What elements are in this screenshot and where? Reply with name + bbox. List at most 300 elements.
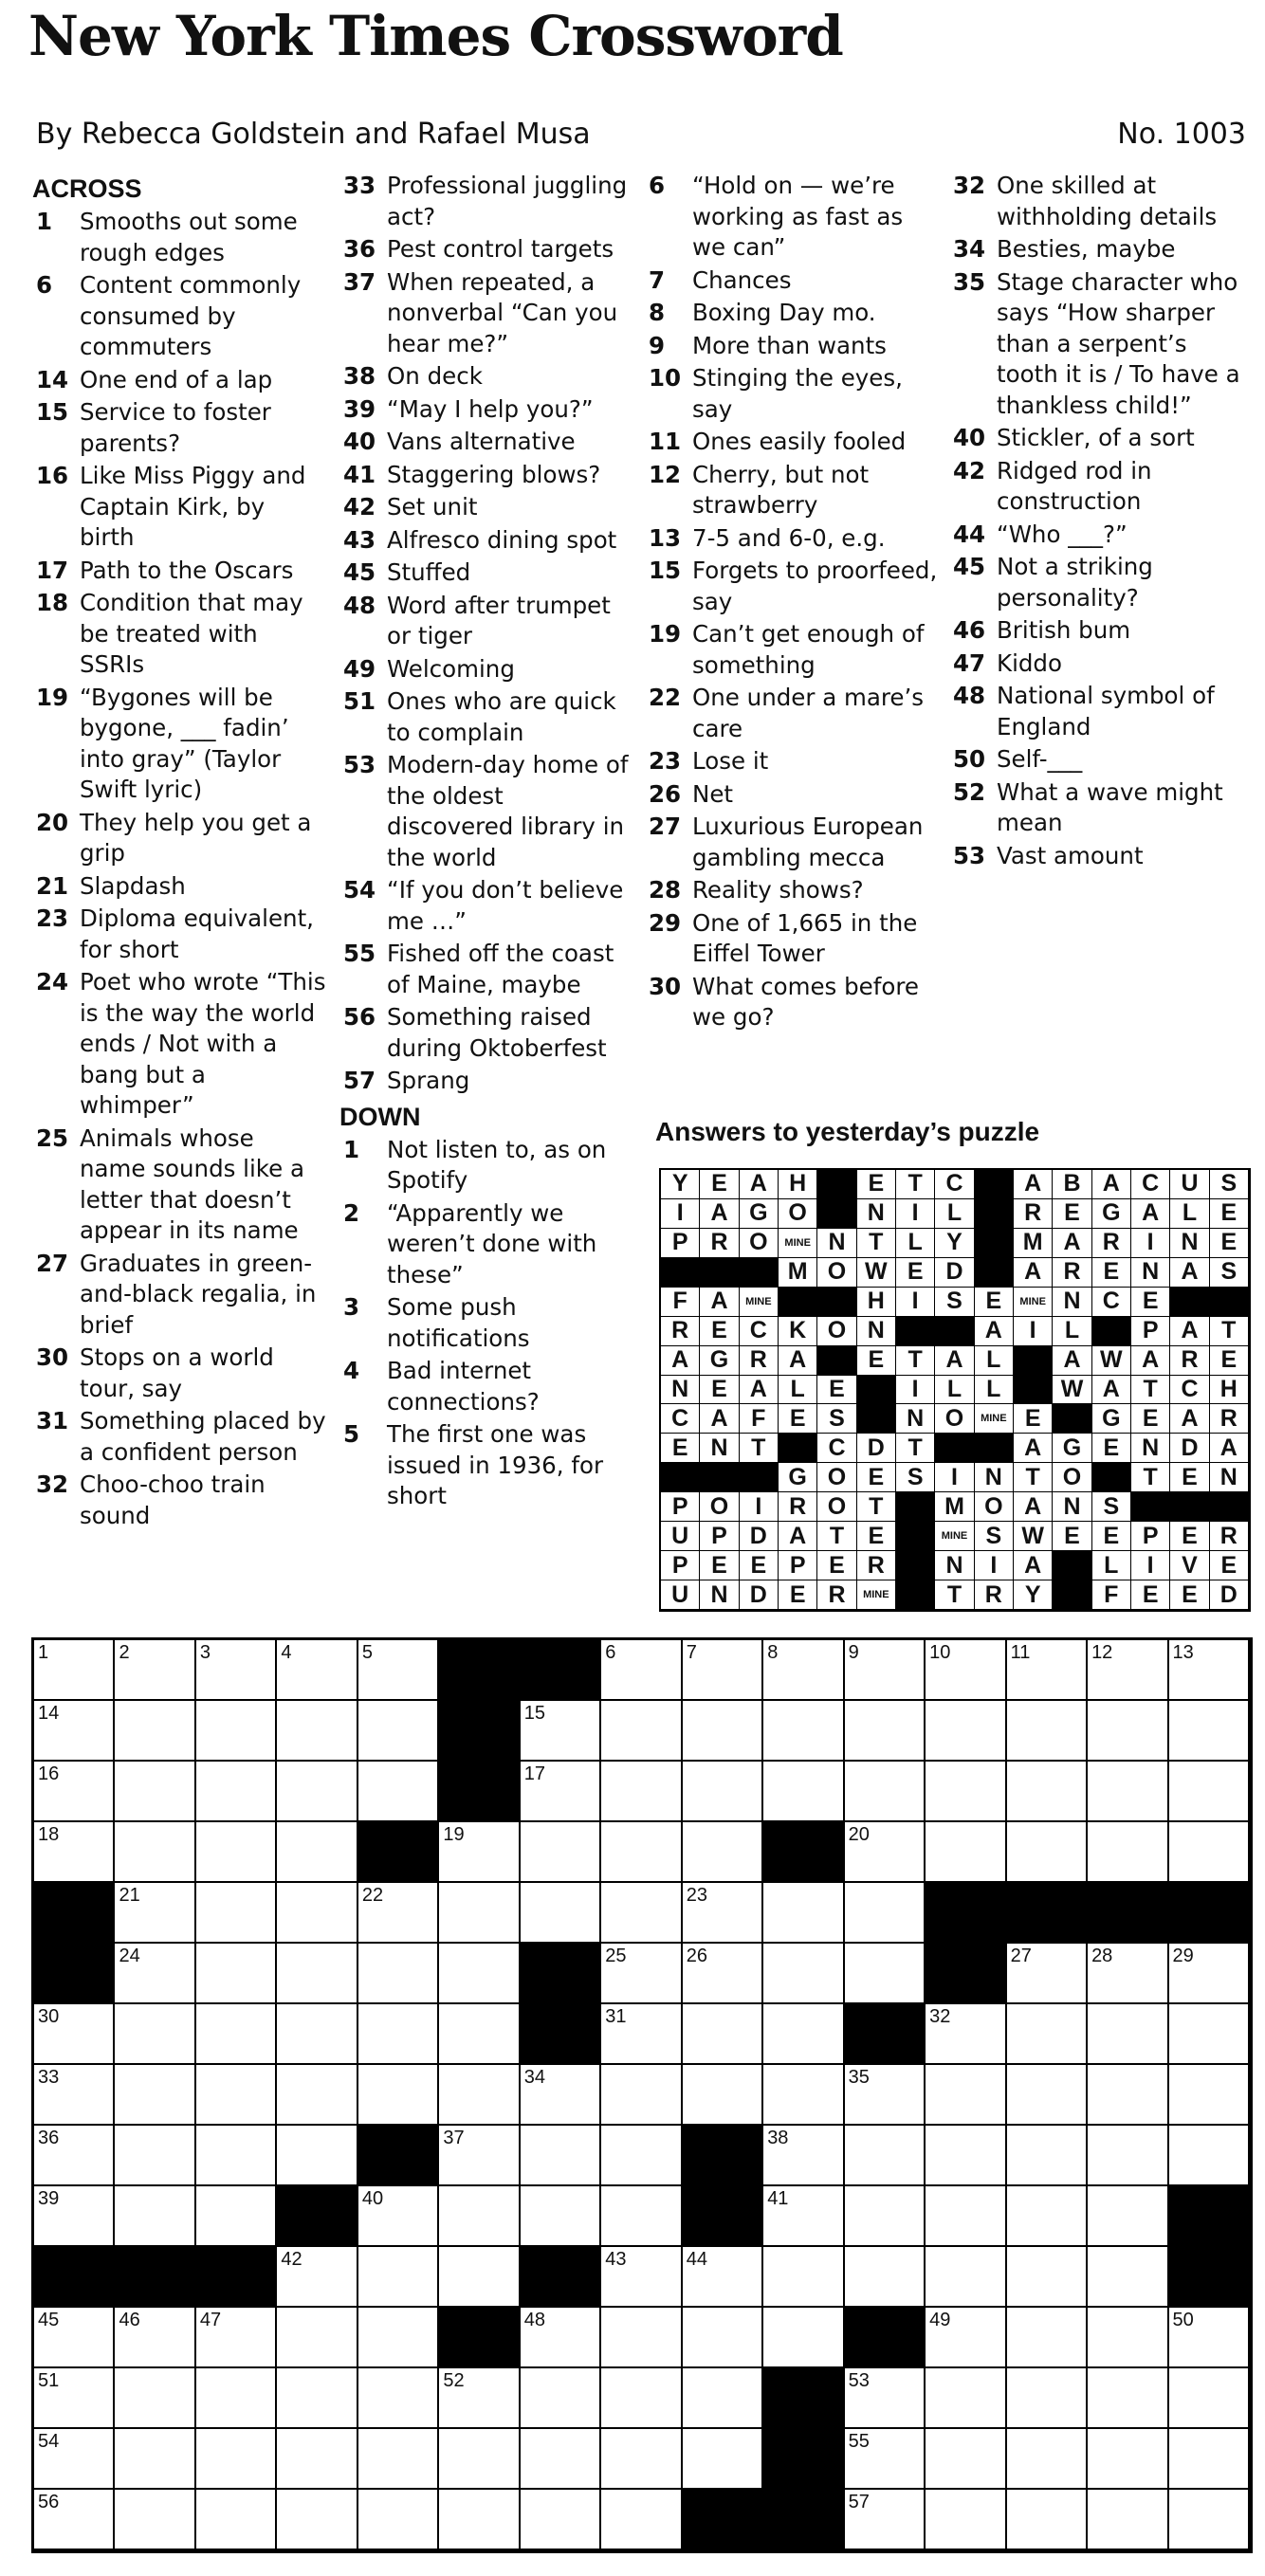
grid-cell[interactable]	[358, 2186, 439, 2247]
answer-cell: F	[661, 1288, 700, 1317]
grid-cell[interactable]	[521, 2126, 601, 2186]
answer-cell: E	[857, 1522, 896, 1551]
grid-cell[interactable]	[196, 2308, 277, 2368]
grid-cell[interactable]	[521, 2429, 601, 2490]
answer-cell: S	[935, 1288, 974, 1317]
grid-cell[interactable]	[439, 2186, 520, 2247]
clue-item	[339, 267, 633, 360]
clue-item	[645, 875, 939, 906]
grid-cell[interactable]	[1169, 2429, 1250, 2490]
grid-cell[interactable]	[439, 2126, 520, 2186]
grid-cell[interactable]	[1088, 2004, 1168, 2065]
grid-cell[interactable]	[358, 1701, 439, 1762]
grid-cell[interactable]	[521, 2490, 601, 2550]
grid-cell[interactable]	[439, 2247, 520, 2308]
answer-cell: L	[779, 1376, 817, 1405]
grid-cell[interactable]	[115, 2186, 195, 2247]
grid-cell[interactable]	[1169, 1640, 1250, 1701]
grid-cell[interactable]	[601, 1822, 682, 1883]
grid-cell[interactable]	[683, 1944, 763, 2004]
grid-cell[interactable]	[1088, 2186, 1168, 2247]
grid-cell[interactable]	[1169, 1762, 1250, 1822]
clue-text: What a wave might mean	[997, 777, 1223, 836]
grid-cell[interactable]	[763, 1640, 844, 1701]
grid-cell[interactable]	[601, 1944, 682, 2004]
grid-cell[interactable]	[439, 1822, 520, 1883]
grid-cell[interactable]	[601, 2004, 682, 2065]
answer-cell: I	[1131, 1229, 1170, 1258]
grid-cell-number: 13	[1172, 1642, 1194, 1663]
down-clue-list-continued-2	[949, 171, 1243, 871]
grid-cell[interactable]	[926, 2247, 1006, 2308]
answer-cell: T	[740, 1434, 779, 1463]
answer-cell: T	[1014, 1463, 1053, 1492]
grid-cell[interactable]	[763, 2126, 844, 2186]
answer-cell: L	[935, 1376, 974, 1405]
grid-cell[interactable]	[763, 1762, 844, 1822]
grid-cell[interactable]	[196, 1640, 277, 1701]
grid-cell[interactable]	[926, 1822, 1006, 1883]
grid-cell[interactable]	[845, 2186, 926, 2247]
answer-cell: A	[1170, 1404, 1209, 1434]
grid-cell[interactable]	[439, 2004, 520, 2065]
grid-cell[interactable]	[601, 1883, 682, 1944]
answer-cell: W	[1092, 1346, 1131, 1376]
grid-cell[interactable]	[926, 2368, 1006, 2429]
grid-cell[interactable]	[521, 2065, 601, 2126]
grid-cell[interactable]	[277, 2308, 358, 2368]
grid-cell-number: 40	[361, 2188, 384, 2209]
grid-cell[interactable]	[763, 1701, 844, 1762]
grid-cell[interactable]	[1088, 2490, 1168, 2550]
grid-cell-number: 2	[119, 1642, 130, 1663]
grid-cell[interactable]	[196, 2126, 277, 2186]
grid-cell-number: 54	[38, 2431, 60, 2452]
grid-cell[interactable]	[845, 2247, 926, 2308]
answer-cell: A	[1170, 1258, 1209, 1288]
clue-number: 23	[649, 747, 682, 775]
grid-cell[interactable]	[763, 2065, 844, 2126]
grid-cell[interactable]	[1169, 2490, 1250, 2550]
grid-cell[interactable]	[601, 2368, 682, 2429]
grid-cell[interactable]	[277, 2429, 358, 2490]
answer-cell: A	[1210, 1434, 1249, 1463]
answer-cell: N	[700, 1580, 739, 1610]
grid-cell[interactable]	[358, 2429, 439, 2490]
grid-cell[interactable]	[845, 1944, 926, 2004]
answer-cell: N	[1131, 1434, 1170, 1463]
grid-cell[interactable]	[196, 2368, 277, 2429]
grid-cell[interactable]	[683, 2308, 763, 2368]
answer-cell: E	[1092, 1522, 1131, 1551]
clue-text: One skilled at withholding details	[997, 172, 1218, 230]
grid-cell[interactable]	[277, 1944, 358, 2004]
grid-cell[interactable]	[1088, 2247, 1168, 2308]
clue-text: Content commonly consumed by commuters	[80, 271, 302, 360]
grid-block	[763, 2368, 844, 2429]
grid-cell[interactable]	[1088, 1762, 1168, 1822]
grid-cell-number: 42	[281, 2249, 302, 2270]
grid-cell[interactable]	[683, 1762, 763, 1822]
grid-cell[interactable]	[277, 1822, 358, 1883]
grid-cell[interactable]	[34, 2126, 115, 2186]
grid-cell[interactable]	[34, 2429, 115, 2490]
grid-cell[interactable]	[1007, 2004, 1088, 2065]
grid-cell[interactable]	[358, 1883, 439, 1944]
answer-cell: N	[661, 1376, 700, 1405]
grid-cell[interactable]	[1007, 2126, 1088, 2186]
grid-cell[interactable]	[277, 1701, 358, 1762]
grid-cell[interactable]	[115, 1822, 195, 1883]
answer-cell: T	[857, 1492, 896, 1522]
grid-cell[interactable]	[439, 2368, 520, 2429]
grid-cell[interactable]	[926, 1701, 1006, 1762]
grid-cell[interactable]	[196, 2186, 277, 2247]
grid-cell[interactable]	[601, 1701, 682, 1762]
grid-cell[interactable]	[601, 1640, 682, 1701]
grid-cell[interactable]	[1088, 1640, 1168, 1701]
grid-cell-number: 57	[848, 2492, 870, 2512]
grid-cell[interactable]	[845, 1762, 926, 1822]
grid-cell-number: 43	[605, 2249, 627, 2270]
grid-cell[interactable]	[601, 2126, 682, 2186]
grid-cell[interactable]	[277, 1762, 358, 1822]
answer-block	[779, 1288, 817, 1317]
grid-cell[interactable]	[926, 2308, 1006, 2368]
grid-cell[interactable]	[1007, 2490, 1088, 2550]
clue-text: “Hold on — we’re working as fast as we can”	[692, 172, 904, 261]
clue-text: Something placed by a confident person	[80, 1407, 326, 1466]
grid-cell[interactable]	[845, 2065, 926, 2126]
grid-cell[interactable]	[1007, 2065, 1088, 2126]
grid-cell[interactable]	[358, 1944, 439, 2004]
grid-cell[interactable]	[763, 1944, 844, 2004]
grid-cell[interactable]	[277, 1883, 358, 1944]
grid-cell[interactable]	[683, 1883, 763, 1944]
grid-cell[interactable]	[196, 1822, 277, 1883]
grid-cell[interactable]	[601, 2308, 682, 2368]
clue-item	[645, 812, 939, 873]
grid-cell[interactable]	[1007, 2368, 1088, 2429]
grid-cell[interactable]	[358, 1640, 439, 1701]
grid-cell[interactable]	[358, 1762, 439, 1822]
grid-cell[interactable]	[521, 1701, 601, 1762]
grid-cell[interactable]	[521, 2186, 601, 2247]
clue-item	[949, 552, 1243, 613]
grid-cell[interactable]	[601, 2429, 682, 2490]
grid-block	[763, 2429, 844, 2490]
clue-item	[32, 967, 326, 1122]
clue-text: British bum	[997, 616, 1131, 644]
clue-number: 16	[36, 462, 69, 489]
grid-cell[interactable]	[1088, 2368, 1168, 2429]
clue-item	[949, 777, 1243, 839]
grid-cell[interactable]	[277, 2004, 358, 2065]
grid-cell[interactable]	[1088, 2126, 1168, 2186]
answer-block	[1210, 1492, 1249, 1522]
answer-cell: F	[1092, 1580, 1131, 1610]
grid-cell[interactable]	[196, 2004, 277, 2065]
grid-cell[interactable]	[1169, 2308, 1250, 2368]
grid-cell[interactable]	[845, 1701, 926, 1762]
grid-cell[interactable]	[196, 1883, 277, 1944]
grid-cell[interactable]	[763, 2308, 844, 2368]
grid-cell[interactable]	[763, 1883, 844, 1944]
grid-cell[interactable]	[926, 1640, 1006, 1701]
grid-cell[interactable]	[439, 2065, 520, 2126]
answer-cell: D	[1210, 1580, 1249, 1610]
grid-cell-number: 6	[605, 1642, 616, 1663]
answer-cell: MINE	[740, 1288, 779, 1317]
clue-text: Not listen to, as on Spotify	[387, 1135, 607, 1194]
grid-cell[interactable]	[358, 2247, 439, 2308]
grid-cell[interactable]	[115, 1701, 195, 1762]
clue-item	[32, 808, 326, 869]
grid-cell[interactable]	[683, 1701, 763, 1762]
grid-cell[interactable]	[845, 2429, 926, 2490]
grid-cell[interactable]	[358, 2368, 439, 2429]
clue-item	[949, 267, 1243, 422]
grid-cell[interactable]	[683, 1640, 763, 1701]
grid-cell[interactable]	[34, 2308, 115, 2368]
grid-cell[interactable]	[683, 1822, 763, 1883]
grid-cell[interactable]	[845, 1822, 926, 1883]
clue-item	[949, 520, 1243, 551]
grid-cell[interactable]	[683, 2065, 763, 2126]
grid-cell[interactable]	[34, 1701, 115, 1762]
clue-item	[645, 298, 939, 329]
grid-cell[interactable]	[277, 2247, 358, 2308]
grid-cell[interactable]	[439, 1944, 520, 2004]
grid-cell[interactable]	[1169, 2065, 1250, 2126]
grid-cell[interactable]	[358, 2065, 439, 2126]
clue-number: 6	[36, 271, 53, 299]
grid-block	[277, 2186, 358, 2247]
answer-block	[1053, 1551, 1091, 1580]
grid-cell[interactable]	[115, 1762, 195, 1822]
grid-cell[interactable]	[763, 2186, 844, 2247]
grid-cell[interactable]	[683, 2368, 763, 2429]
answer-block	[896, 1551, 935, 1580]
answer-block	[975, 1258, 1014, 1288]
grid-cell[interactable]	[521, 2368, 601, 2429]
answer-block	[896, 1522, 935, 1551]
answer-cell: T	[896, 1170, 935, 1199]
grid-cell[interactable]	[601, 2247, 682, 2308]
grid-cell[interactable]	[1169, 2368, 1250, 2429]
grid-cell[interactable]	[763, 2247, 844, 2308]
grid-cell[interactable]	[926, 1762, 1006, 1822]
clue-number: 40	[343, 428, 376, 455]
grid-cell[interactable]	[115, 1640, 195, 1701]
grid-cell[interactable]	[601, 1762, 682, 1822]
answer-cell: U	[1170, 1170, 1209, 1199]
clue-item	[949, 744, 1243, 776]
grid-cell[interactable]	[926, 2126, 1006, 2186]
grid-cell[interactable]	[1169, 1944, 1250, 2004]
grid-cell[interactable]	[926, 2490, 1006, 2550]
answer-cell: E	[817, 1376, 856, 1405]
grid-cell[interactable]	[196, 1944, 277, 2004]
grid-cell[interactable]	[439, 2429, 520, 2490]
grid-cell[interactable]	[196, 1701, 277, 1762]
clue-text: “Bygones will be bygone, ___ fadin’ into gray” (Taylor Swift lyric)	[80, 683, 289, 803]
grid-cell[interactable]	[34, 2490, 115, 2550]
grid-cell[interactable]	[1007, 2308, 1088, 2368]
answer-cell: T	[896, 1346, 935, 1376]
grid-cell[interactable]	[845, 2126, 926, 2186]
grid-cell[interactable]	[1007, 2186, 1088, 2247]
clue-item	[645, 972, 939, 1033]
clue-item	[32, 365, 326, 396]
grid-cell[interactable]	[115, 2429, 195, 2490]
grid-cell[interactable]	[845, 2490, 926, 2550]
grid-cell[interactable]	[1088, 1822, 1168, 1883]
grid-cell[interactable]	[115, 1883, 195, 1944]
grid-cell[interactable]	[1007, 1822, 1088, 1883]
grid-cell[interactable]	[845, 2368, 926, 2429]
grid-cell[interactable]	[926, 2065, 1006, 2126]
answers-title: Answers to yesterday’s puzzle	[655, 1117, 1040, 1146]
grid-cell[interactable]	[1007, 1944, 1088, 2004]
answer-cell: O	[975, 1492, 1014, 1522]
grid-cell[interactable]	[34, 2368, 115, 2429]
grid-cell[interactable]	[845, 1640, 926, 1701]
grid-cell[interactable]	[34, 2186, 115, 2247]
grid-cell[interactable]	[1007, 2247, 1088, 2308]
grid-cell[interactable]	[601, 2490, 682, 2550]
across-heading: ACROSS	[32, 174, 142, 203]
grid-cell[interactable]	[926, 2186, 1006, 2247]
grid-cell[interactable]	[196, 2065, 277, 2126]
grid-cell[interactable]	[358, 2004, 439, 2065]
answer-cell: I	[975, 1551, 1014, 1580]
clue-item	[32, 683, 326, 806]
grid-cell[interactable]	[34, 1822, 115, 1883]
grid-cell[interactable]	[1088, 2065, 1168, 2126]
clue-number: 32	[953, 172, 986, 199]
answer-cell: E	[700, 1170, 739, 1199]
grid-cell[interactable]	[277, 2368, 358, 2429]
answer-cell: N	[1170, 1229, 1209, 1258]
grid-cell[interactable]	[196, 2429, 277, 2490]
clue-item	[339, 1419, 633, 1512]
grid-cell[interactable]	[926, 2004, 1006, 2065]
answer-cell: V	[1170, 1551, 1209, 1580]
clue-item	[32, 588, 326, 681]
answer-cell: C	[661, 1404, 700, 1434]
grid-cell[interactable]	[277, 1640, 358, 1701]
grid-cell[interactable]	[358, 2490, 439, 2550]
grid-cell[interactable]	[1007, 2429, 1088, 2490]
clue-number: 3	[343, 1293, 360, 1321]
grid-cell[interactable]	[1169, 2126, 1250, 2186]
grid-cell[interactable]	[1088, 2429, 1168, 2490]
grid-cell[interactable]	[34, 2065, 115, 2126]
clue-item	[32, 1249, 326, 1342]
grid-cell[interactable]	[115, 2490, 195, 2550]
clue-number: 47	[953, 649, 986, 677]
grid-cell[interactable]	[601, 2186, 682, 2247]
grid-cell[interactable]	[34, 2004, 115, 2065]
clue-number: 2	[343, 1198, 360, 1227]
clue-item	[645, 427, 939, 458]
grid-cell[interactable]	[196, 1762, 277, 1822]
clue-number: 37	[343, 267, 376, 296]
grid-cell[interactable]	[1088, 1944, 1168, 2004]
grid-cell[interactable]	[521, 1762, 601, 1822]
clue-item	[32, 397, 326, 459]
grid-cell[interactable]	[115, 2065, 195, 2126]
grid-cell[interactable]	[683, 2004, 763, 2065]
grid-cell[interactable]	[521, 2308, 601, 2368]
grid-block	[683, 2126, 763, 2186]
grid-cell[interactable]	[196, 2490, 277, 2550]
grid-cell[interactable]	[926, 2429, 1006, 2490]
grid-cell[interactable]	[34, 1640, 115, 1701]
answer-cell: S	[1210, 1258, 1249, 1288]
grid-cell-number: 4	[281, 1642, 292, 1663]
grid-cell[interactable]	[277, 2490, 358, 2550]
grid-cell[interactable]	[521, 1883, 601, 1944]
grid-cell[interactable]	[1169, 2004, 1250, 2065]
clue-number: 53	[343, 751, 376, 778]
clue-item	[32, 904, 326, 965]
grid-cell-number: 3	[199, 1642, 211, 1663]
grid-cell[interactable]	[1007, 1762, 1088, 1822]
grid-cell[interactable]	[1088, 2308, 1168, 2368]
answer-block	[896, 1580, 935, 1610]
grid-cell[interactable]	[683, 2247, 763, 2308]
grid-cell[interactable]	[1169, 1822, 1250, 1883]
grid-cell[interactable]	[763, 2004, 844, 2065]
grid-cell[interactable]	[845, 1883, 926, 1944]
grid-cell[interactable]	[277, 2065, 358, 2126]
answer-cell: M	[779, 1258, 817, 1288]
grid-block	[683, 2186, 763, 2247]
grid-block	[521, 2247, 601, 2308]
grid-cell[interactable]	[34, 1762, 115, 1822]
clue-item	[339, 1356, 633, 1417]
grid-cell[interactable]	[1169, 1701, 1250, 1762]
grid-cell[interactable]	[439, 2490, 520, 2550]
grid-cell[interactable]	[683, 2429, 763, 2490]
grid-cell[interactable]	[358, 2308, 439, 2368]
grid-cell[interactable]	[115, 1944, 195, 2004]
grid-cell[interactable]	[115, 2308, 195, 2368]
grid-cell[interactable]	[277, 2126, 358, 2186]
clue-text: Stickler, of a sort	[997, 424, 1195, 451]
grid-cell[interactable]	[439, 1883, 520, 1944]
grid-cell[interactable]	[115, 2368, 195, 2429]
grid-cell[interactable]	[115, 2126, 195, 2186]
answer-block	[817, 1170, 856, 1199]
grid-cell[interactable]	[1007, 1640, 1088, 1701]
grid-cell-number: 33	[38, 2067, 60, 2088]
grid-cell[interactable]	[1007, 1701, 1088, 1762]
grid-block	[1007, 1883, 1088, 1944]
grid-cell[interactable]	[1088, 1701, 1168, 1762]
clue-item	[645, 908, 939, 970]
grid-cell[interactable]	[521, 1822, 601, 1883]
grid-cell[interactable]	[601, 2065, 682, 2126]
answer-cell: O	[1053, 1463, 1091, 1492]
clue-number: 20	[36, 808, 69, 836]
answer-cell: P	[779, 1551, 817, 1580]
answer-cell: L	[1170, 1199, 1209, 1229]
clue-number: 31	[36, 1407, 69, 1434]
grid-cell[interactable]	[115, 2004, 195, 2065]
